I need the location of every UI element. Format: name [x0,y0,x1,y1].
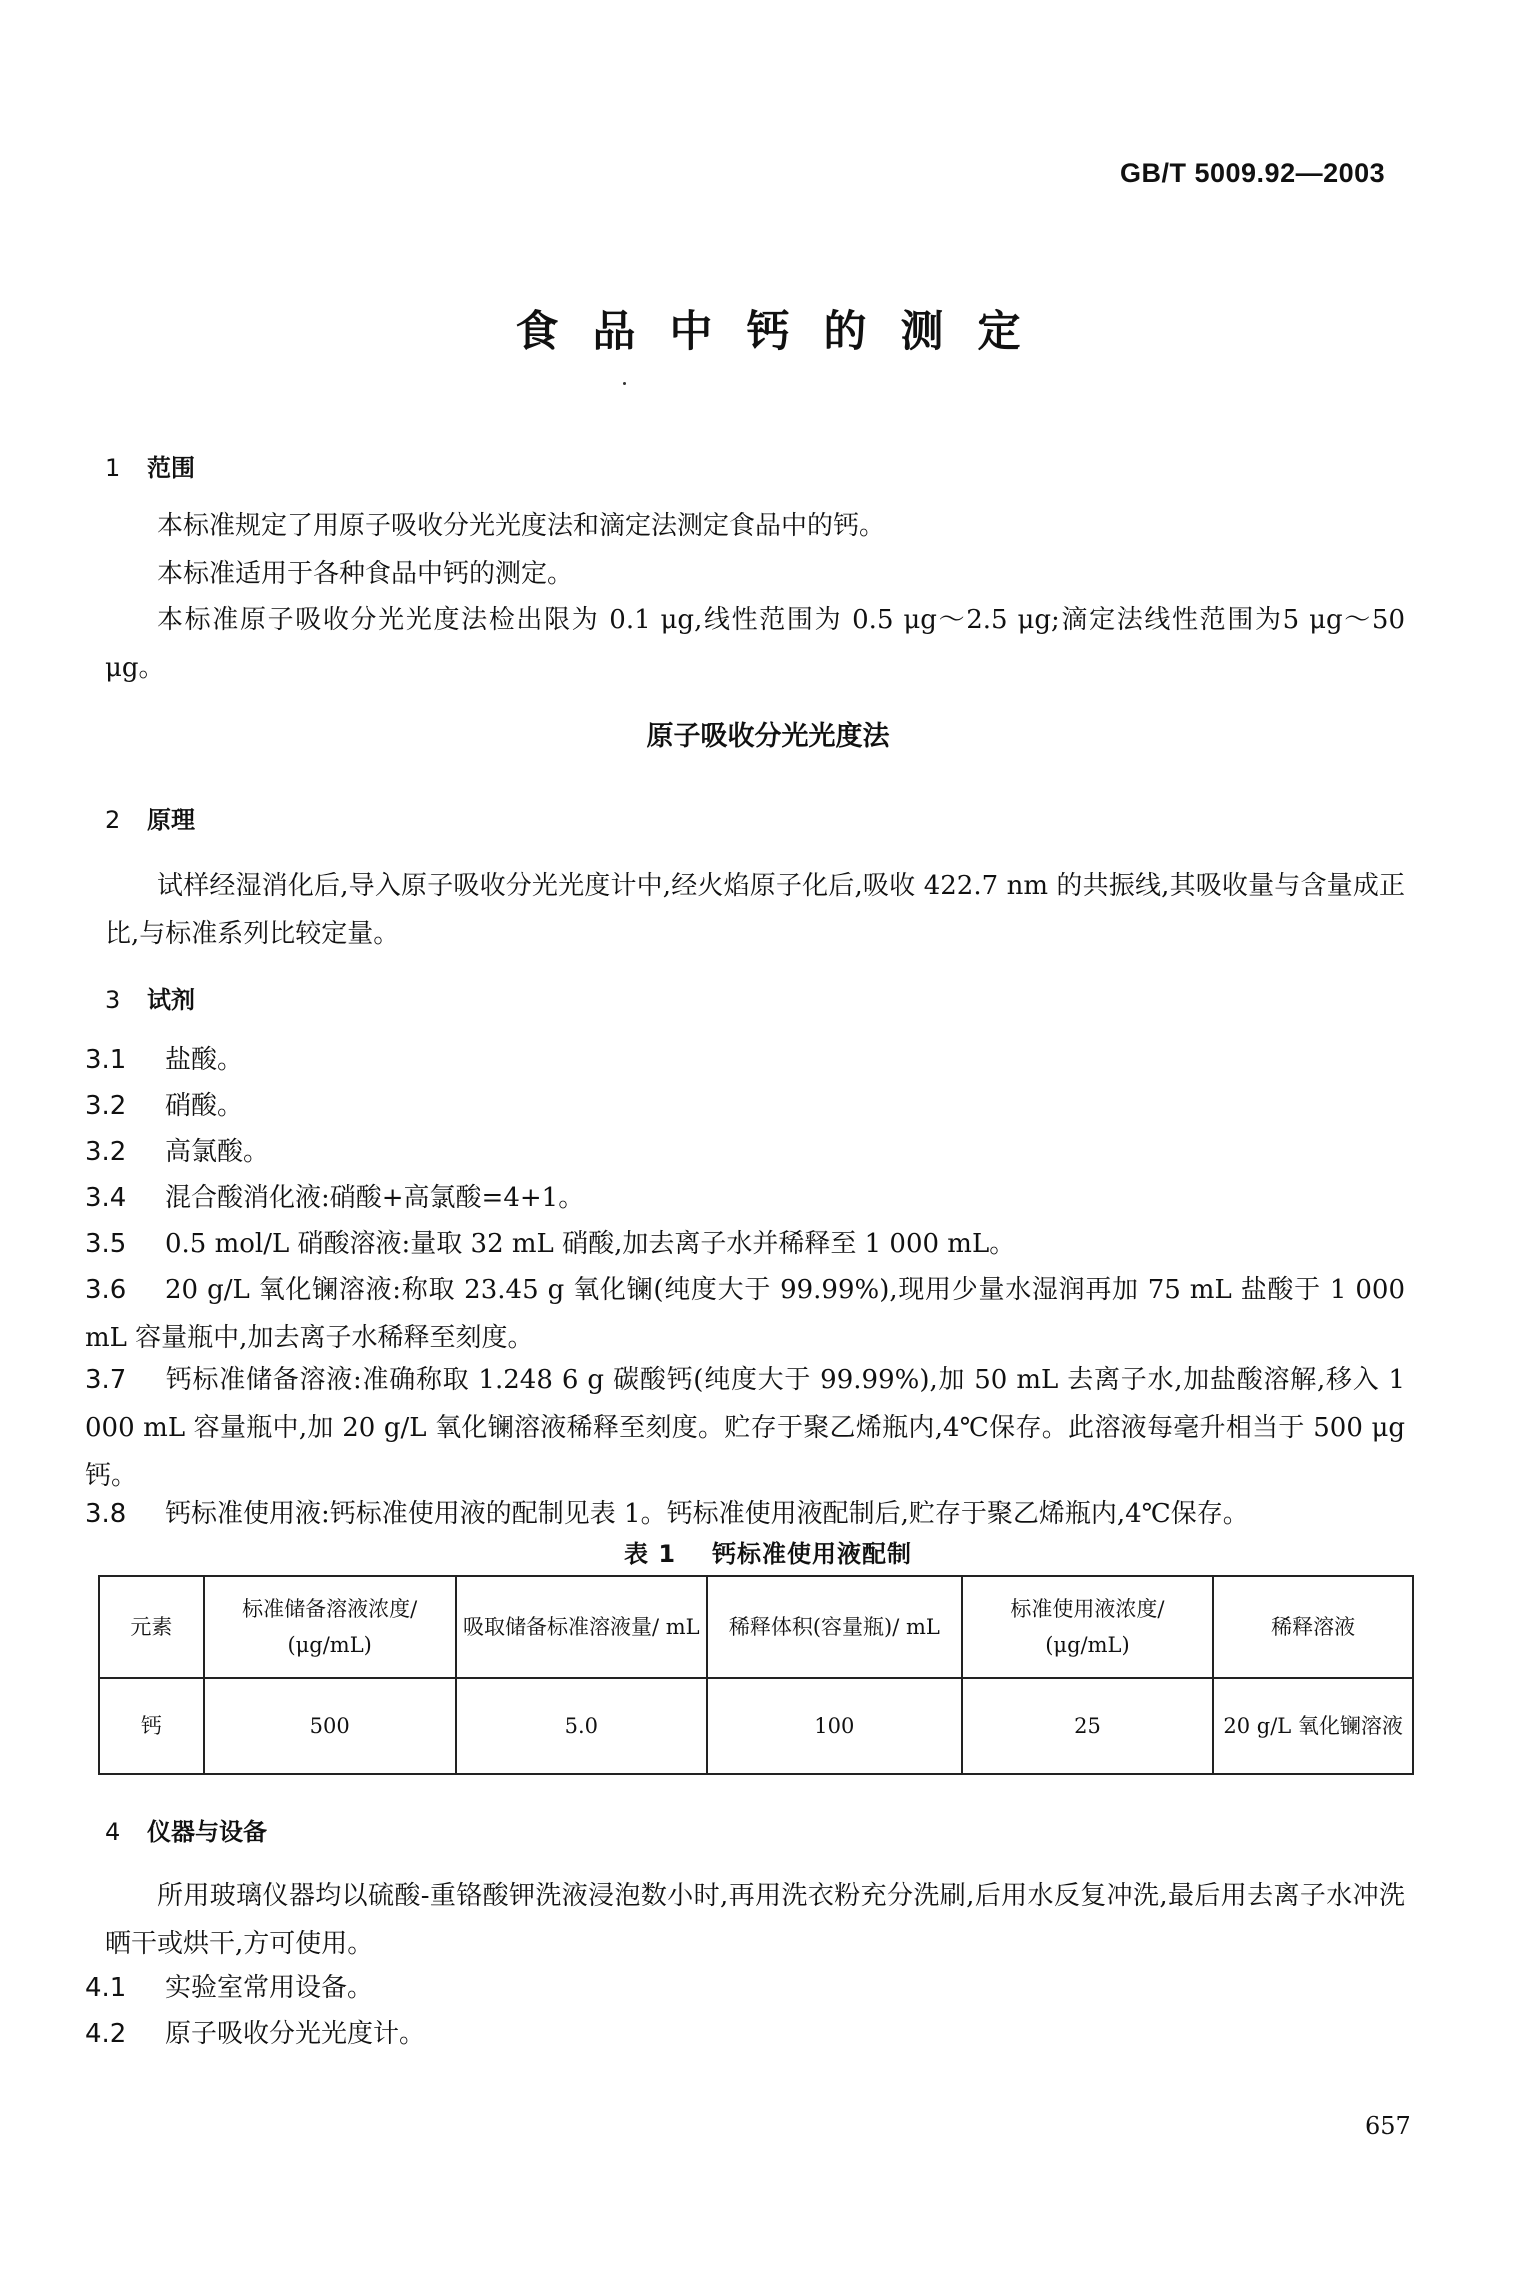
section-heading-reagents [105,980,195,1015]
scope-paragraph-2: 本标准适用于各种食品中钙的测定。 [157,559,574,589]
item-number: 3.6 [85,1275,127,1305]
principle-paragraph: 试样经湿消化后,导入原子吸收分光光度计中,经火焰原子化后,吸收 422.7 nm 的共振线,其吸收量与含量成正比,与标准系列比较定量。 [105,871,1405,949]
reagent-item [85,1174,1405,1222]
table-cell: 500 [204,1678,456,1774]
equipment-paragraph: 所用玻璃仪器均以硫酸-重铬酸钾洗液浸泡数小时,再用洗衣粉充分洗刷,后用水反复冲洗,最后用去离子水冲洗晒干或烘干,方可使用。 [105,1881,1405,1959]
section-heading-equipment [105,1812,267,1847]
reagent-item [85,1082,1405,1130]
table-title: 钙标准使用液配制 [712,1540,913,1568]
item-text: 原子吸收分光光度计。 [165,2019,426,2049]
scope-paragraph-1: 本标准规定了用原子吸收分光光度法和滴定法测定食品中的钙。 [157,511,886,541]
method-title: 原子吸收分光光度法 [646,721,890,752]
item-text: 硝酸。 [165,1091,244,1121]
item-text: 0.5 mol/L 硝酸溶液:量取 32 mL 硝酸,加去离子水并稀释至 1 000 mL。 [165,1229,1016,1259]
item-number: 3.7 [85,1365,127,1395]
table-header-row [99,1576,1413,1678]
item-number: 3.1 [85,1045,127,1075]
section-title: 仪器与设备 [147,1818,267,1846]
table-header-cell: 元素 [99,1576,204,1678]
table-cell: 5.0 [456,1678,708,1774]
section-heading-scope [105,448,195,483]
item-text: 钙标准储备溶液:准确称取 1.248 6 g 碳酸钙(纯度大于 99.99%),加 50 mL 去离子水,加盐酸溶解,移入 1 000 mL 容量瓶中,加 20 g/L 氧化镧溶液稀释至刻度。贮存于聚乙烯瓶内,4℃保存。此溶液每毫升相当于 500 μg 钙。 [85,1365,1405,1491]
table-cell: 25 [962,1678,1214,1774]
table-header-cell: 标准使用液浓度/ (μg/mL) [962,1576,1214,1678]
item-text: 20 g/L 氧化镧溶液:称取 23.45 g 氧化镧(纯度大于 99.99%),现用少量水湿润再加 75 mL 盐酸于 1 000 mL 容量瓶中,加去离子水稀释至刻度。 [85,1275,1405,1353]
page-title: 食品中钙的测定 [515,307,1055,357]
standard-number: GB/T 5009.92—2003 [1120,158,1386,188]
table-header-cell: 标准储备溶液浓度/ (μg/mL) [204,1576,456,1678]
table-row [99,1678,1413,1774]
reagent-item [85,1220,1405,1268]
item-text: 实验室常用设备。 [165,1973,374,2003]
item-number: 3.2 [85,1137,127,1167]
item-text: 盐酸。 [165,1045,244,1075]
reagent-item [85,1036,1405,1084]
table-cell: 100 [707,1678,962,1774]
section-title: 原理 [147,806,195,834]
table-number: 表 1 [623,1540,677,1568]
item-text: 钙标准使用液:钙标准使用液的配制见表 1。钙标准使用液配制后,贮存于聚乙烯瓶内,4℃保存。 [165,1499,1249,1529]
reagent-item [85,1356,1405,1500]
section-number: 1 [105,454,121,482]
table-caption [0,1534,1536,1569]
scope-paragraph-3: 本标准原子吸收分光光度法检出限为 0.1 μg,线性范围为 0.5 μg～2.5 μg;滴定法线性范围为5 μg～50 μg。 [105,605,1405,683]
section-heading-principle [105,800,195,835]
section-number: 2 [105,806,121,834]
equipment-item [85,2010,1405,2058]
scan-dot [623,382,626,385]
section-title: 试剂 [147,986,195,1014]
reagent-table [98,1575,1414,1775]
item-number: 4.1 [85,1973,127,2003]
section-number: 3 [105,986,121,1014]
item-number: 3.5 [85,1229,127,1259]
item-number: 4.2 [85,2019,127,2049]
item-text: 高氯酸。 [165,1137,270,1167]
page-number: 657 [1365,2112,1411,2140]
equipment-item [85,1964,1405,2012]
item-number: 3.8 [85,1499,127,1529]
reagent-item [85,1490,1405,1538]
table-cell: 20 g/L 氧化镧溶液 [1213,1678,1413,1774]
item-number: 3.2 [85,1091,127,1121]
section-title: 范围 [147,454,195,482]
table-cell: 钙 [99,1678,204,1774]
section-number: 4 [105,1818,121,1846]
table-header-cell: 吸取储备标准溶液量/ mL [456,1576,708,1678]
reagent-item [85,1266,1405,1362]
reagent-item [85,1128,1405,1176]
table-header-cell: 稀释溶液 [1213,1576,1413,1678]
item-number: 3.4 [85,1183,127,1213]
table-header-cell: 稀释体积(容量瓶)/ mL [707,1576,962,1678]
item-text: 混合酸消化液:硝酸+高氯酸=4+1。 [165,1183,585,1213]
